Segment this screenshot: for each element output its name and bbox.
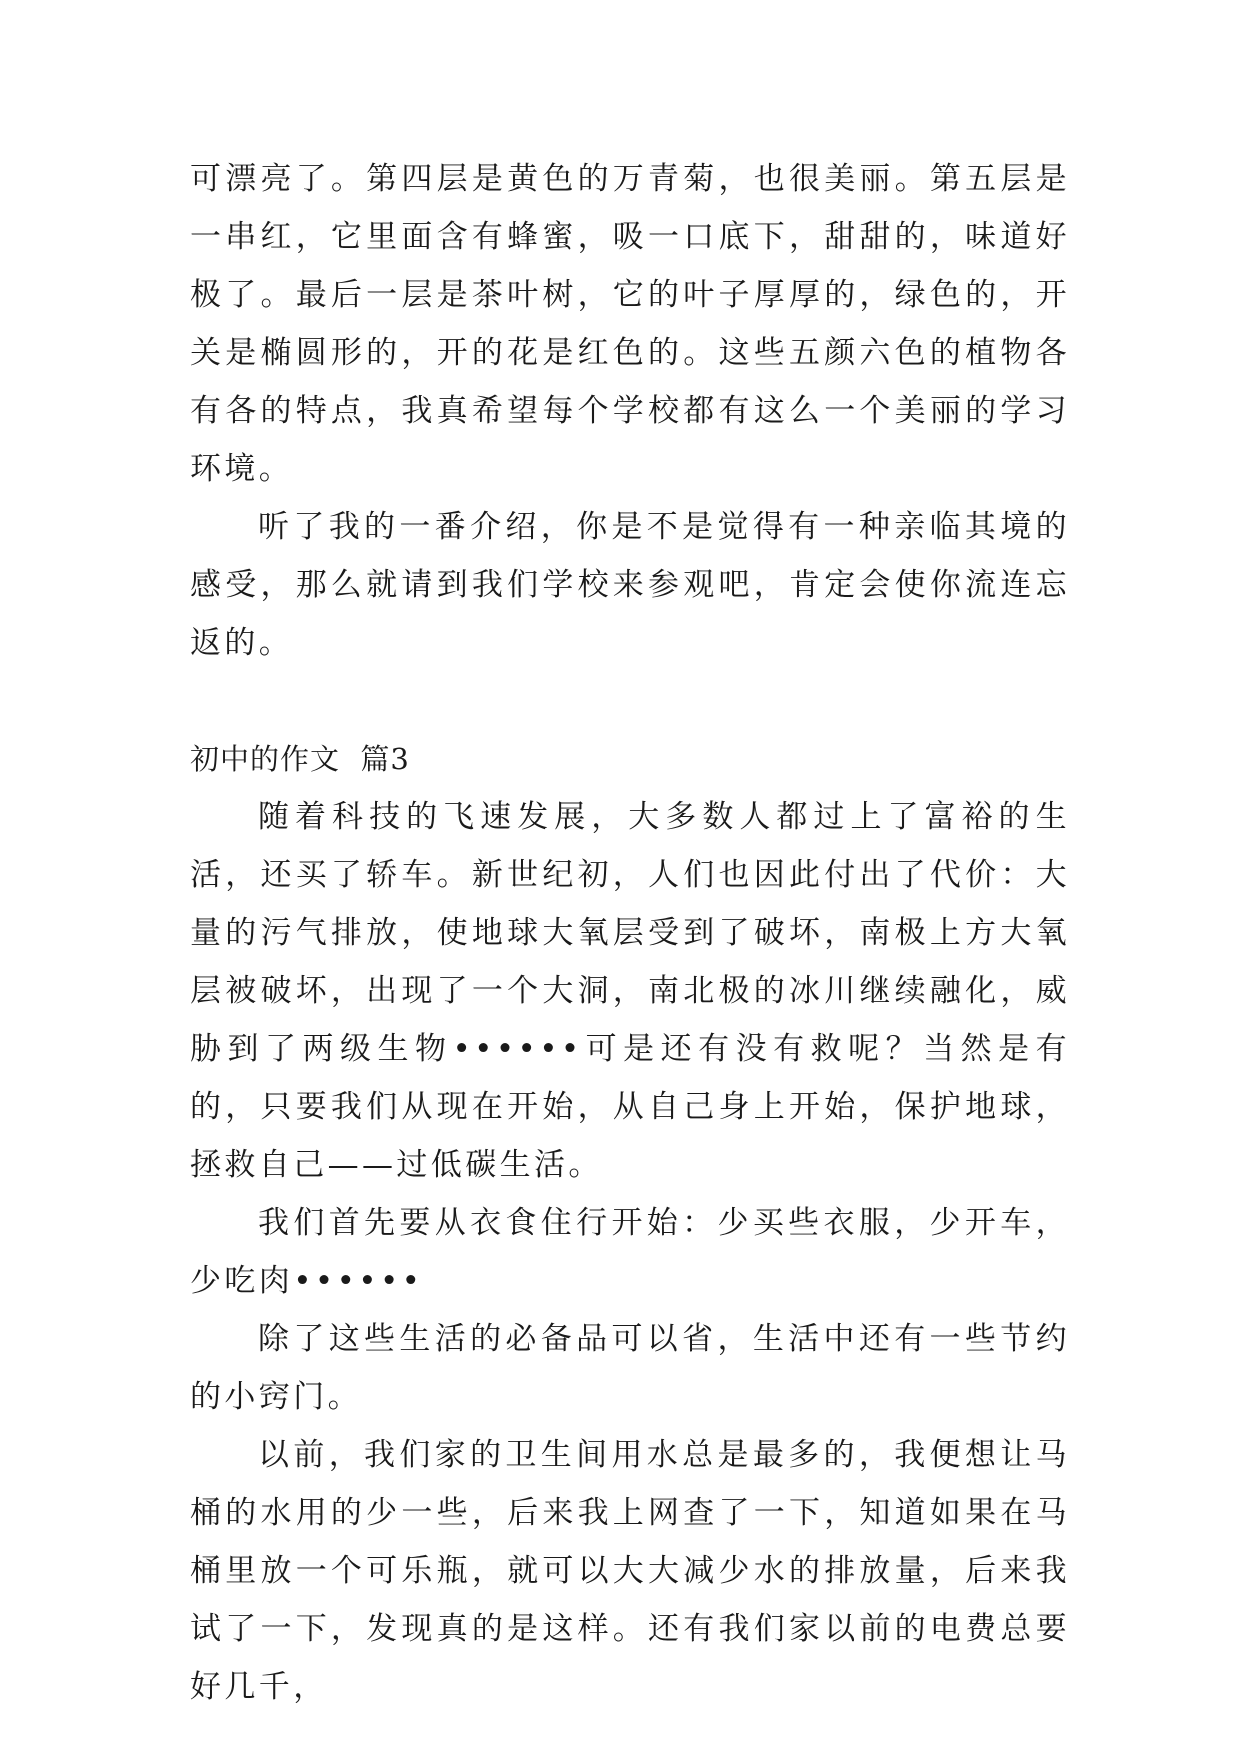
essay-heading: 初中的作文 篇3 [190, 742, 410, 776]
paragraph-tips: 除了这些生活的必备品可以省，生活中还有一些节约的小窍门。 [190, 1321, 1070, 1415]
paragraph-daily-life: 我们首先要从衣食住行开始：少买些衣服，少开车，少吃肉•••••• [190, 1205, 1070, 1299]
paragraph-garden-description: 可漂亮了。第四层是黄色的万青菊，也很美丽。第五层是一串红，它里面含有蜂蜜，吸一口底下，甜甜的，味道好极了。最后一层是茶叶树，它的叶子厚厚的，绿色的，开关是椭圆形的，开的花是红色的。这些五颜六色的植物各有各的特点，我真希望每个学校都有这么一个美丽的学习环境。 [190, 161, 1070, 487]
paragraph-low-carbon-intro: 随着科技的飞速发展，大多数人都过上了富裕的生活，还买了轿车。新世纪初，人们也因此付出了代价：大量的污气排放，使地球大氧层受到了破坏，南极上方大氧层被破坏，出现了一个大洞，南北极的冰川继续融化，威胁到了两级生物••••••可是还有没有救呢？当然是有的，只要我们从现在开始，从自己身上开始，保护地球，拯救自己——过低碳生活。 [190, 799, 1070, 1183]
document-body [190, 150, 1070, 1716]
paragraph-invitation: 听了我的一番介绍，你是不是觉得有一种亲临其境的感受，那么就请到我们学校来参观吧，肯定会使你流连忘返的。 [190, 509, 1070, 661]
paragraph-water-saving: 以前，我们家的卫生间用水总是最多的，我便想让马桶的水用的少一些，后来我上网查了一下，知道如果在马桶里放一个可乐瓶，就可以大大减少水的排放量，后来我试了一下，发现真的是这样。还有我们家以前的电费总要好几千， [190, 1437, 1070, 1705]
